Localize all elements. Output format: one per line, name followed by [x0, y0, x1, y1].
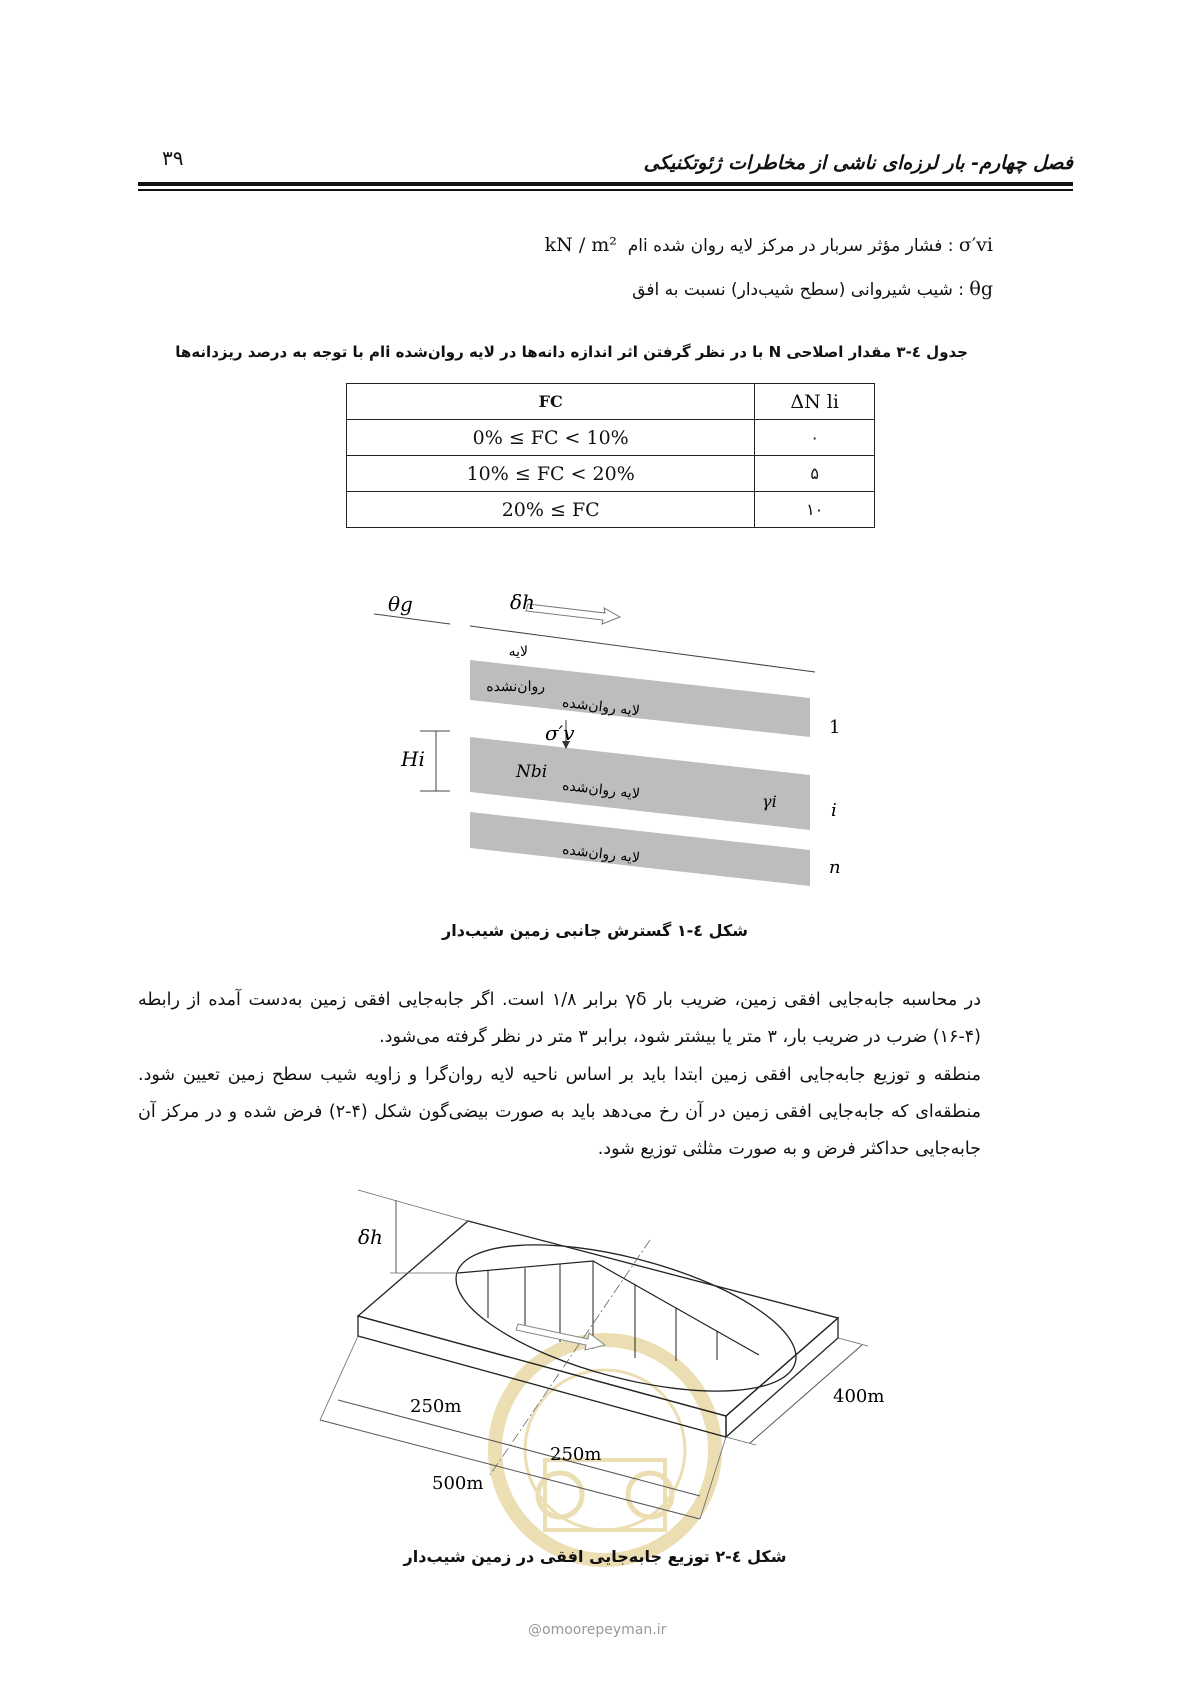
table-header-dn: ΔN li: [755, 384, 875, 420]
definition-text: : شیب شیروانی (سطح شیب‌دار) نسبت به افق: [632, 280, 964, 300]
definition-symbol: θg: [969, 278, 993, 300]
table-header-fc: FC: [347, 384, 755, 420]
label-N: Nbi: [516, 762, 548, 782]
label-250m-a: 250m: [410, 1396, 462, 1417]
table-cell-fc: 10% ≤ FC < 20%: [347, 456, 755, 492]
label-delta-h: δh: [358, 1225, 383, 1249]
label-H: Hi: [401, 747, 425, 771]
label-index-1: 1: [829, 717, 841, 738]
label-500m: 500m: [432, 1473, 484, 1494]
label-liquefied-i: لایه روان‌شده: [561, 777, 641, 803]
label-nonliquefied-2: روان‌نشده: [486, 679, 545, 695]
definition-unit: kN / m²: [544, 234, 617, 256]
label-delta: δh: [510, 590, 535, 614]
table-cell-dn: ۵: [755, 456, 875, 492]
paragraph-load-factor: در محاسبه جابه‌جایی افقی زمین، ضریب بار γδ برابر ۱/۸ است. اگر جابه‌جایی افقی زمین به‌دست آمده از رابطه (۴-۱۶) ضرب در ضریب بار، ۳ متر یا بیشتر شود، برابر ۳ متر در نظر گرفته می‌شود.: [138, 990, 981, 1047]
label-250m-b: 250m: [550, 1444, 602, 1465]
paragraph-distribution: منطقه و توزیع جابه‌جایی افقی زمین ابتدا باید بر اساس ناحیه لایه روان‌گرا و زاویه شیب سطح زمین تعیین شود. منطقه‌ای که جابه‌جایی افقی زمین در آن رخ می‌دهد باید به صورت بیضی‌گون شکل (۴-۲) فرض شده و در مرکز آن جابه‌جایی حداکثر فرض و به صورت مثلثی توزیع شود.: [138, 1065, 981, 1159]
table-caption: جدول ٤-۳ مقدار اصلاحی N با در نظر گرفتن اثر اندازه دانه‌ها در لایه روان‌شده iام با توجه به درصد ریزدانه‌ها: [175, 343, 968, 361]
dimension-line: [838, 1338, 868, 1346]
page-number: ۳۹: [162, 146, 184, 170]
dimension-line: [726, 1437, 756, 1445]
table-cell-fc: 0% ≤ FC < 10%: [347, 420, 755, 456]
watermark-url: @omoorepeyman.ir: [528, 1622, 667, 1638]
label-sigma: σ′v: [545, 721, 575, 745]
label-liquefied-n: لایه روان‌شده: [561, 841, 641, 867]
definition-text: : فشار مؤثر سربار در مرکز لایه روان شده iام: [627, 236, 954, 256]
label-index-n: n: [829, 857, 841, 878]
label-400m: 400m: [833, 1386, 885, 1407]
definition-symbol: σ′vi: [958, 234, 993, 256]
label-nonliquefied-1: لایه: [508, 644, 528, 660]
figure1-caption: شکل ٤-۱ گسترش جانبی زمین شیب‌دار: [442, 921, 748, 940]
figure2-caption: شکل ٤-۲ توزیع جابه‌جایی افقی در زمین شیب‌دار: [403, 1547, 787, 1566]
table-cell-fc: 20% ≤ FC: [347, 492, 755, 528]
label-theta: θg: [388, 592, 413, 616]
dimension-line: [358, 1190, 468, 1221]
table-cell-dn: ۱۰: [755, 492, 875, 528]
table-cell-dn: ۰: [755, 420, 875, 456]
chapter-title: فصل چهارم- بار لرزه‌ای ناشی از مخاطرات ژئوتکنیکی: [643, 152, 1073, 174]
slab-side-face: [726, 1318, 838, 1437]
label-liquefied-1: لایه روان‌شده: [561, 694, 641, 720]
label-index-i: i: [831, 800, 837, 821]
dimension-line: [320, 1336, 358, 1420]
center-axis-line: [490, 1240, 650, 1475]
label-gamma: γi: [762, 792, 777, 811]
